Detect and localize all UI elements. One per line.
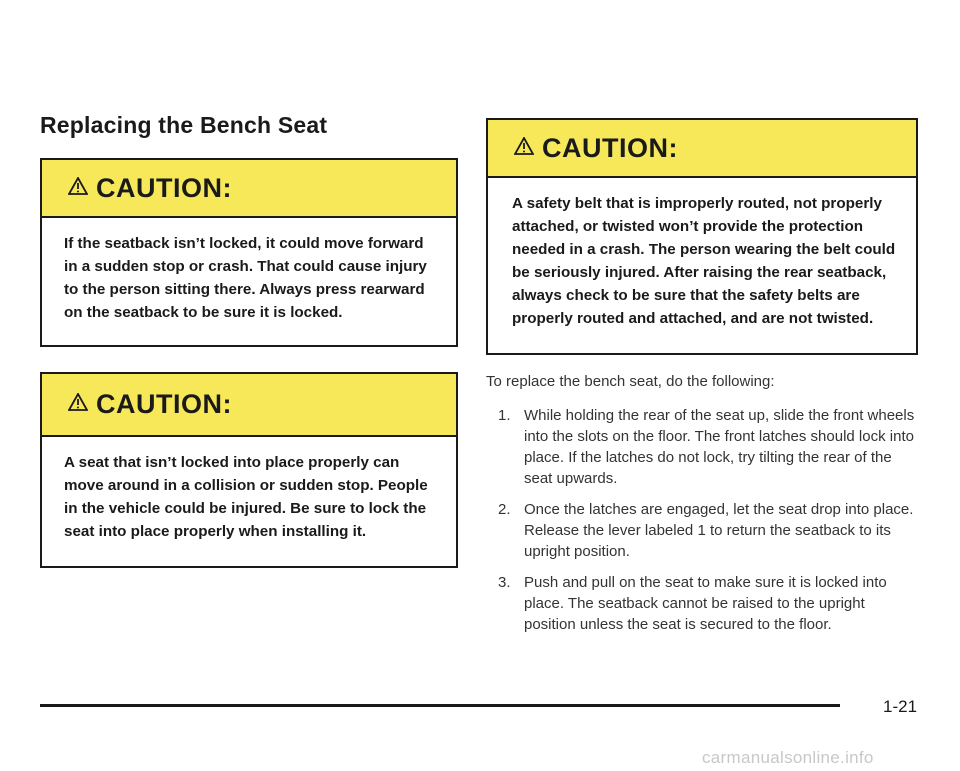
caution-header [42,160,456,218]
step-text: Once the latches are engaged, let the seat drop into place. Release the lever labeled 1 to return the seatback to its upright position. [524,501,914,560]
caution-box-seat-lock [40,372,458,568]
caution-text: A safety belt that is improperly routed, not properly attached, or twisted won’t provide the protection needed in a crash. The person wearing the belt could be seriously injured. After raising the rear seatback, always check to be sure that the safety belts are properly routed and attached, and are not twisted. [512,195,896,327]
step-number: 2. [498,501,511,518]
instructions-steps [498,405,918,645]
caution-header [42,374,456,437]
caution-box-seatback [40,158,458,347]
caution-label: CAUTION: [96,172,232,203]
instructions-intro: To replace the bench seat, do the following: [486,373,775,390]
step-text: While holding the rear of the seat up, slide the front wheels into the slots on the floor. The front latches should lock into place. If the latches do not lock, try tilting the rear of the seat upwards. [524,407,915,487]
caution-box-safety-belt [486,118,918,355]
step-number: 1. [498,407,511,424]
caution-label: CAUTION: [542,132,678,163]
watermark: carmanualsonline.info [702,748,874,767]
warning-triangle-icon [68,393,88,416]
warning-triangle-icon [68,177,88,200]
warning-triangle-icon [514,137,534,160]
caution-header [488,120,916,178]
page-number: 1-21 [883,697,918,716]
step-item [498,499,918,562]
step-item [498,405,918,489]
step-text: Push and pull on the seat to make sure it is locked into place. The seatback cannot be raised to the upright position unless the seat is secured to the floor. [524,574,887,633]
step-item [498,572,918,635]
step-number: 3. [498,574,511,591]
caution-text: A seat that isn’t locked into place properly can move around in a collision or sudden stop. People in the vehicle could be injured. Be sure to lock the seat into place properly when installing it. [64,454,428,540]
footer-rule [40,704,840,707]
caution-text: If the seatback isn’t locked, it could move forward in a sudden stop or crash. That could cause injury to the person sitting there. Always press rearward on the seatback to be sure it is locked. [64,235,427,321]
page-title: Replacing the Bench Seat [40,112,328,138]
caution-label: CAUTION: [96,389,232,419]
